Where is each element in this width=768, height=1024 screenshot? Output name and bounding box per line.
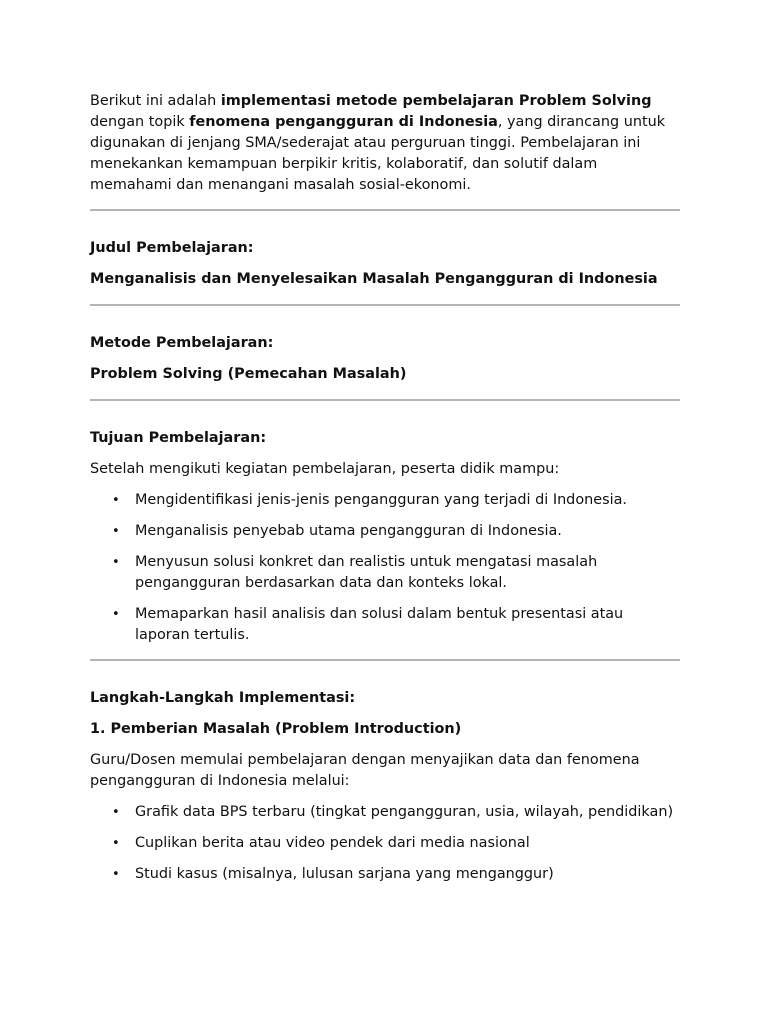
list-item: • Memaparkan hasil analisis dan solusi dalam bentuk presentasi atau laporan tertulis. (135, 604, 680, 646)
metode-value: Problem Solving (Pemecahan Masalah) (90, 366, 407, 382)
divider (90, 209, 680, 211)
divider (90, 304, 680, 306)
list-item: • Grafik data BPS terbaru (tingkat pengangguran, usia, wilayah, pendidikan) (135, 802, 680, 823)
document-page (90, 91, 680, 895)
list-item: • Menyusun solusi konkret dan realistis untuk mengatasi masalah pengangguran berdasarkan data dan konteks lokal. (135, 552, 680, 594)
list-item: • Cuplikan berita atau video pendek dari media nasional (135, 833, 680, 854)
list-item: • Studi kasus (misalnya, lulusan sarjana yang menganggur) (135, 864, 680, 885)
intro-bold-topic: fenomena pengangguran di Indonesia (189, 114, 498, 130)
intro-text-3: , yang dirancang untuk digunakan di jenjang SMA/sederajat atau perguruan tinggi. Pembelajaran ini menekankan kemampuan berpikir kritis, kolaboratif, dan solutif dalam memahami dan menangani masalah sosial-ekonomi. (90, 114, 666, 193)
list-item: • Mengidentifikasi jenis-jenis pengangguran yang terjadi di Indonesia. (135, 490, 680, 511)
judul-heading: Judul Pembelajaran: (90, 240, 254, 256)
divider (90, 399, 680, 401)
step1-list (90, 802, 680, 885)
list-item: • Menganalisis penyebab utama pengangguran di Indonesia. (135, 521, 680, 542)
divider (90, 659, 680, 661)
intro-text-2: dengan topik (90, 114, 190, 130)
intro-text-1: Berikut ini adalah (90, 93, 221, 109)
tujuan-list (90, 490, 680, 646)
tujuan-heading: Tujuan Pembelajaran: (90, 430, 267, 446)
step1-lead: Guru/Dosen memulai pembelajaran dengan menyajikan data dan fenomena pengangguran di Indonesia melalui: (90, 752, 640, 789)
intro-bold-method: implementasi metode pembelajaran Problem Solving (220, 93, 652, 109)
judul-value: Menganalisis dan Menyelesaikan Masalah Pengangguran di Indonesia (90, 271, 658, 287)
step1-title: 1. Pemberian Masalah (Problem Introduction) (90, 721, 462, 737)
langkah-heading: Langkah-Langkah Implementasi: (90, 690, 356, 706)
intro-paragraph (90, 91, 680, 196)
tujuan-lead: Setelah mengikuti kegiatan pembelajaran, peserta didik mampu: (90, 461, 560, 477)
metode-heading: Metode Pembelajaran: (90, 335, 274, 351)
